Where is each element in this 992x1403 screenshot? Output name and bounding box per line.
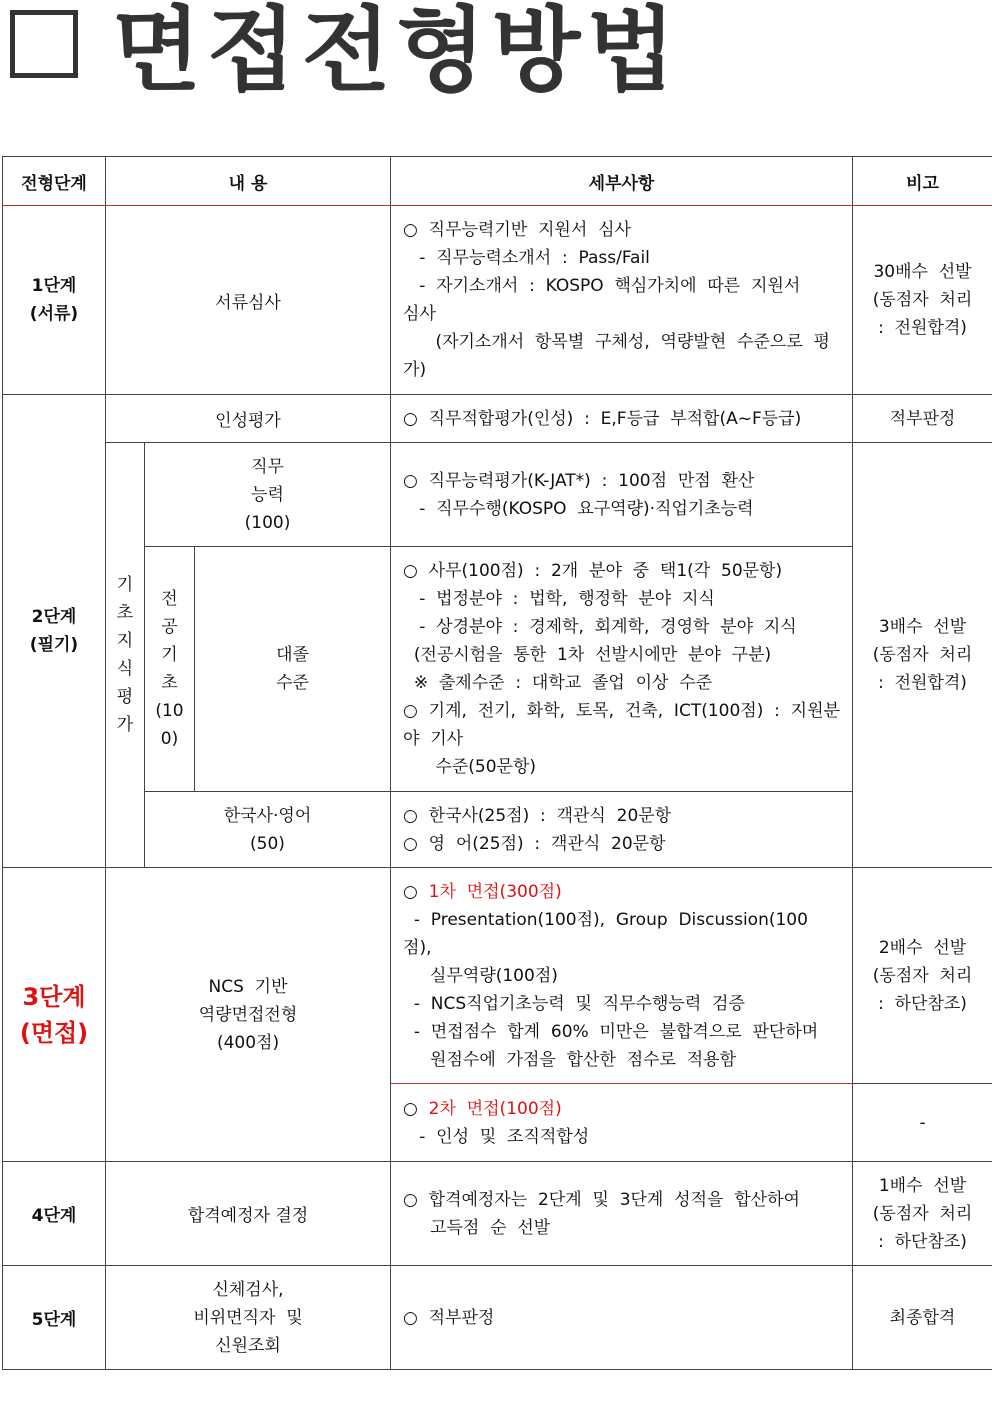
- first-interview-marker: ○: [403, 881, 429, 902]
- stage3-content: NCS 기반 역량면접전형 (400점): [106, 868, 391, 1162]
- stage4-label: 4단계: [3, 1162, 106, 1266]
- stage1-note: 30배수 선발 (동점자 처리 : 전원합격): [853, 206, 992, 395]
- second-interview-title: 2차 면접(100점): [428, 1098, 562, 1119]
- stage1-detail: ○ 직무능력기반 지원서 심사 - 직무능력소개서 : Pass/Fail - 자기소개서 : KOSPO 핵심가치에 따른 지원서 심사 (자기소개서 항목별 구체성, 역량발현 수준으로 평 가): [391, 206, 853, 395]
- stage2-note: 3배수 선발 (동점자 처리 : 전원합격): [853, 443, 992, 868]
- column-header-detail: 세부사항: [391, 157, 853, 206]
- table-header-row: [3, 157, 992, 206]
- stage1-content: 서류심사: [106, 206, 391, 395]
- stage5-label: 5단계: [3, 1266, 106, 1370]
- personality-detail: ○ 직무적합평가(인성) : E,F등급 부적합(A~F등급): [391, 395, 853, 443]
- history-english-label: 한국사·영어 (50): [145, 792, 391, 868]
- personality-label: 인성평가: [106, 395, 391, 443]
- first-interview-items: - Presentation(100점), Group Discussion(100 점), 실무역량(100점) - NCS직업기초능력 및 직무수행능력 검증 - 면접점수 합계 60% 미만은 불합격으로 판단하며 원점수에 가점을 합산한 점수로 적용함: [403, 909, 819, 1070]
- stage4-detail: ○ 합격예정자는 2단계 및 3단계 성적을 합산하여 고득점 순 선발: [391, 1162, 853, 1266]
- table-row-stage1: [3, 206, 992, 395]
- checkbox-square-icon: [10, 10, 78, 78]
- stage5-detail: ○ 적부판정: [391, 1266, 853, 1370]
- stage5-content: 신체검사, 비위면직자 및 신원조회: [106, 1266, 391, 1370]
- personality-note: 적부판정: [853, 395, 992, 443]
- stage1-label: 1단계 (서류): [3, 206, 106, 395]
- major-detail: ○ 사무(100점) : 2개 분야 중 택1(각 50문항) - 법정분야 : 법학, 행정학 분야 지식 - 상경분야 : 경제학, 회계학, 경영학 분야 지식 (전공시험을 통한 1차 선발시에만 분야 구분) ※ 출제수준 : 대학교 졸업 이상 수준 ○ 기계, 전기, 화학, 토목, 건축, ICT(100점) : 지원분 야 기사 수준(50문항): [391, 547, 853, 792]
- page-title: 면접전형방법: [112, 0, 682, 104]
- basic-knowledge-eval-label: 기 초 지 식 평 가: [106, 443, 145, 868]
- table-row-stage5: [3, 1266, 992, 1370]
- first-interview-note: 2배수 선발 (동점자 처리 : 하단참조): [853, 868, 992, 1084]
- stage4-note: 1배수 선발 (동점자 처리 : 하단참조): [853, 1162, 992, 1266]
- stage2-label: 2단계 (필기): [3, 395, 106, 868]
- job-ability-label: 직무 능력 (100): [145, 443, 391, 547]
- table-row-stage2-personality: [3, 395, 992, 443]
- table-row-stage4: [3, 1162, 992, 1266]
- column-header-stage: 전형단계: [3, 157, 106, 206]
- column-header-note: 비고: [853, 157, 992, 206]
- major-basic-label: 전 공 기 초 (10 0): [145, 547, 195, 792]
- column-header-content: 내 용: [106, 157, 391, 206]
- selection-process-table: [2, 156, 992, 1370]
- second-interview-note: -: [853, 1084, 992, 1162]
- header: [0, 0, 992, 120]
- first-interview-title: 1차 면접(300점): [428, 881, 562, 902]
- table-row-stage3-first: [3, 868, 992, 1084]
- table-row-stage2-job-ability: [3, 443, 992, 547]
- second-interview-marker: ○: [403, 1098, 429, 1119]
- second-interview-items: - 인성 및 조직적합성: [403, 1126, 590, 1147]
- table-row-stage2-history-english: [3, 792, 992, 868]
- second-interview-detail: [391, 1084, 853, 1162]
- major-level: 대졸 수준: [195, 547, 391, 792]
- stage4-content: 합격예정자 결정: [106, 1162, 391, 1266]
- first-interview-detail: [391, 868, 853, 1084]
- history-english-detail: ○ 한국사(25점) : 객관식 20문항 ○ 영 어(25점) : 객관식 20문항: [391, 792, 853, 868]
- stage5-note: 최종합격: [853, 1266, 992, 1370]
- stage3-label: 3단계 (면접): [3, 868, 106, 1162]
- table-row-stage2-major: [3, 547, 992, 792]
- job-ability-detail: ○ 직무능력평가(K-JAT*) : 100점 만점 환산 - 직무수행(KOSPO 요구역량)·직업기초능력: [391, 443, 853, 547]
